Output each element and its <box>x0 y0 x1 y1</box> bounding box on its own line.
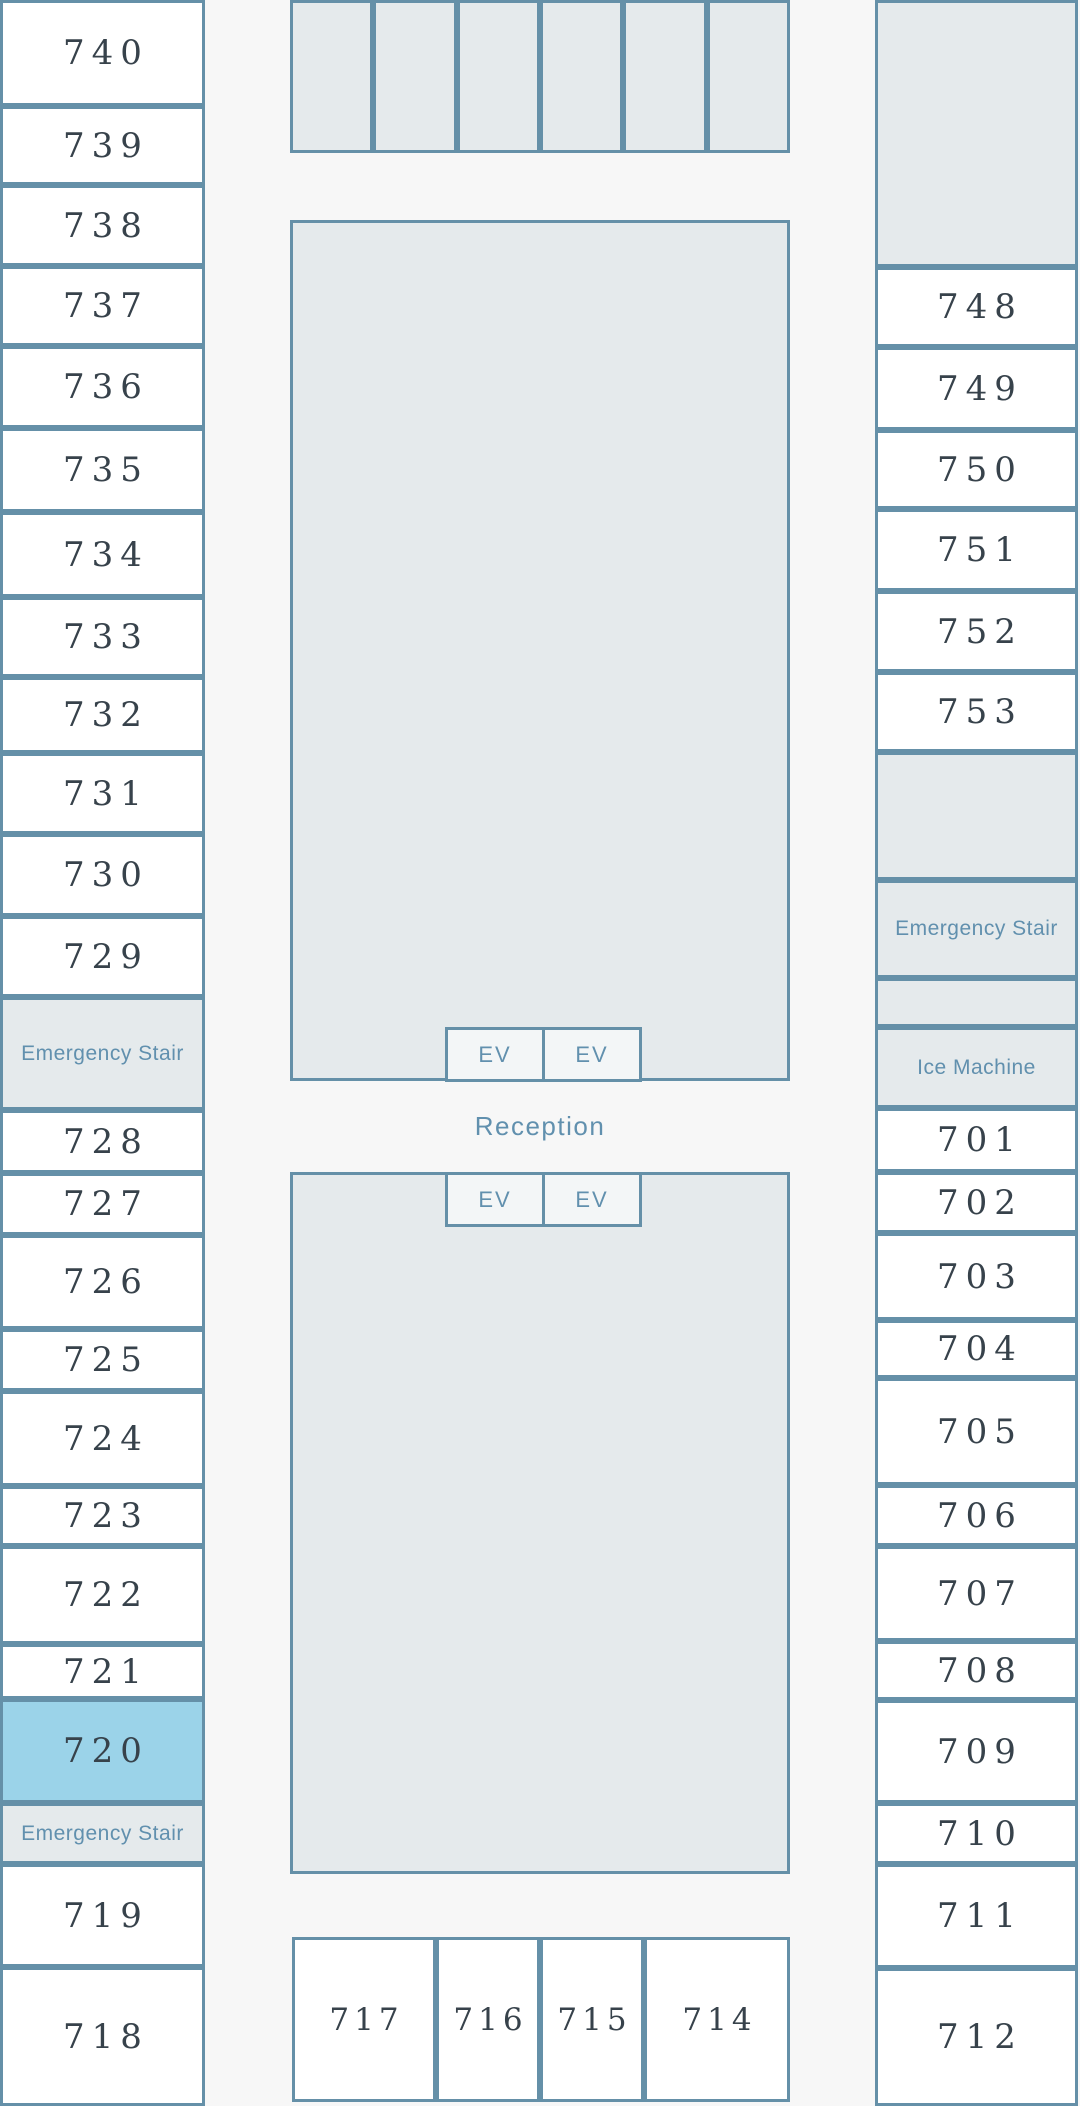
room-707[interactable] <box>875 1546 1078 1641</box>
room-number: 709 <box>937 1731 1023 1772</box>
room-number: 714 <box>682 2001 757 2038</box>
blank-box <box>875 752 1078 880</box>
room-725[interactable] <box>0 1329 205 1391</box>
room-number: 719 <box>63 1895 149 1936</box>
room-number: 750 <box>937 449 1023 490</box>
room-number: 721 <box>63 1651 149 1692</box>
room-733[interactable] <box>0 597 205 677</box>
blank-box <box>875 978 1078 1027</box>
room-number: 701 <box>937 1120 1023 1160</box>
emergency-stair <box>0 997 205 1110</box>
room-number: 702 <box>937 1182 1023 1223</box>
room-number: 728 <box>63 1121 149 1162</box>
blank-box <box>373 0 456 153</box>
lower-elevator-group <box>445 1172 642 1227</box>
utility-label: Ice Machine <box>917 1055 1036 1079</box>
room-number: 716 <box>453 2001 528 2038</box>
room-734[interactable] <box>0 512 205 597</box>
elevator-box <box>445 1172 545 1227</box>
emergency-stair <box>0 1803 205 1864</box>
room-717[interactable] <box>292 1937 436 2102</box>
room-750[interactable] <box>875 430 1078 509</box>
elevator-label: EV <box>478 1041 512 1067</box>
upper-core-block <box>290 220 790 1081</box>
room-728[interactable] <box>0 1110 205 1173</box>
room-number: 711 <box>937 1896 1023 1936</box>
room-729[interactable] <box>0 916 205 997</box>
elevator-box <box>445 1027 545 1082</box>
room-702[interactable] <box>875 1172 1078 1233</box>
room-751[interactable] <box>875 509 1078 591</box>
lower-core-block <box>290 1172 790 1874</box>
room-749[interactable] <box>875 347 1078 430</box>
room-number: 726 <box>63 1262 149 1302</box>
room-number: 703 <box>937 1256 1023 1297</box>
room-706[interactable] <box>875 1485 1078 1546</box>
room-701[interactable] <box>875 1108 1078 1172</box>
room-739[interactable] <box>0 106 205 185</box>
blank-box <box>623 0 706 153</box>
room-753[interactable] <box>875 672 1078 752</box>
room-number: 732 <box>63 695 149 735</box>
elevator-label: EV <box>478 1186 512 1212</box>
elevator-box <box>542 1027 642 1082</box>
room-number: 735 <box>63 450 149 490</box>
room-number: 710 <box>937 1813 1023 1854</box>
elevator-label: EV <box>575 1041 609 1067</box>
room-number: 708 <box>937 1650 1023 1691</box>
room-number: 718 <box>63 2016 149 2057</box>
room-738[interactable] <box>0 185 205 266</box>
room-number: 725 <box>63 1340 149 1380</box>
room-number: 705 <box>937 1411 1023 1452</box>
room-735[interactable] <box>0 428 205 512</box>
room-number: 706 <box>937 1495 1023 1536</box>
room-number: 720 <box>63 1731 149 1771</box>
upper-elevator-group <box>445 1027 642 1082</box>
room-705[interactable] <box>875 1378 1078 1485</box>
room-number: 717 <box>329 2001 404 2038</box>
room-704[interactable] <box>875 1320 1078 1378</box>
room-710[interactable] <box>875 1803 1078 1864</box>
room-732[interactable] <box>0 677 205 753</box>
room-number: 724 <box>63 1418 149 1459</box>
elevator-label: EV <box>575 1186 609 1212</box>
room-740[interactable] <box>0 0 205 106</box>
blank-box <box>707 0 790 153</box>
blank-box <box>540 0 623 153</box>
elevator-box <box>542 1172 642 1227</box>
room-number: 737 <box>63 286 149 326</box>
room-726[interactable] <box>0 1235 205 1329</box>
bottom-room-row <box>292 1937 790 2102</box>
room-number: 734 <box>63 534 149 575</box>
room-719[interactable] <box>0 1864 205 1967</box>
room-number: 712 <box>937 2017 1023 2057</box>
room-721[interactable] <box>0 1644 205 1699</box>
room-737[interactable] <box>0 266 205 346</box>
room-715[interactable] <box>540 1937 644 2102</box>
room-722[interactable] <box>0 1546 205 1644</box>
emergency-stair <box>875 880 1078 978</box>
ice-machine <box>875 1027 1078 1108</box>
room-number: 707 <box>937 1573 1023 1614</box>
room-number: 749 <box>937 368 1023 409</box>
room-number: 704 <box>937 1329 1023 1369</box>
utility-label: Emergency Stair <box>21 1821 184 1845</box>
utility-label: Emergency Stair <box>21 1041 184 1065</box>
utility-label: Emergency Stair <box>895 917 1058 941</box>
blank-box <box>875 0 1078 267</box>
room-number: 727 <box>63 1184 149 1224</box>
room-number: 736 <box>63 367 149 407</box>
room-number: 733 <box>63 617 149 657</box>
room-752[interactable] <box>875 591 1078 672</box>
room-736[interactable] <box>0 346 205 428</box>
room-number: 730 <box>63 855 149 895</box>
room-708[interactable] <box>875 1641 1078 1700</box>
blank-box <box>457 0 540 153</box>
blank-box <box>290 0 373 153</box>
room-number: 739 <box>63 125 149 166</box>
room-712[interactable] <box>875 1968 1078 2106</box>
top-utility-row <box>290 0 790 153</box>
room-number: 752 <box>937 611 1023 652</box>
room-711[interactable] <box>875 1864 1078 1968</box>
room-720[interactable] <box>0 1699 205 1803</box>
room-716[interactable] <box>436 1937 540 2102</box>
room-number: 722 <box>63 1575 149 1615</box>
room-730[interactable] <box>0 834 205 916</box>
room-748[interactable] <box>875 267 1078 347</box>
room-number: 729 <box>63 936 149 977</box>
room-703[interactable] <box>875 1233 1078 1320</box>
room-number: 731 <box>63 773 149 814</box>
room-number: 751 <box>937 530 1023 570</box>
room-number: 723 <box>63 1496 149 1536</box>
room-number: 753 <box>937 692 1023 732</box>
room-731[interactable] <box>0 753 205 834</box>
room-number: 738 <box>63 205 149 246</box>
room-709[interactable] <box>875 1700 1078 1803</box>
room-718[interactable] <box>0 1967 205 2106</box>
room-723[interactable] <box>0 1486 205 1546</box>
room-number: 748 <box>937 287 1023 327</box>
room-724[interactable] <box>0 1391 205 1486</box>
room-727[interactable] <box>0 1173 205 1235</box>
room-number: 715 <box>557 2001 632 2038</box>
room-number: 740 <box>63 33 149 73</box>
left-room-column <box>0 0 205 2106</box>
right-room-column <box>875 0 1078 2106</box>
reception-area <box>290 1083 790 1170</box>
reception-label: Reception <box>474 1111 606 1141</box>
room-714[interactable] <box>644 1937 790 2102</box>
